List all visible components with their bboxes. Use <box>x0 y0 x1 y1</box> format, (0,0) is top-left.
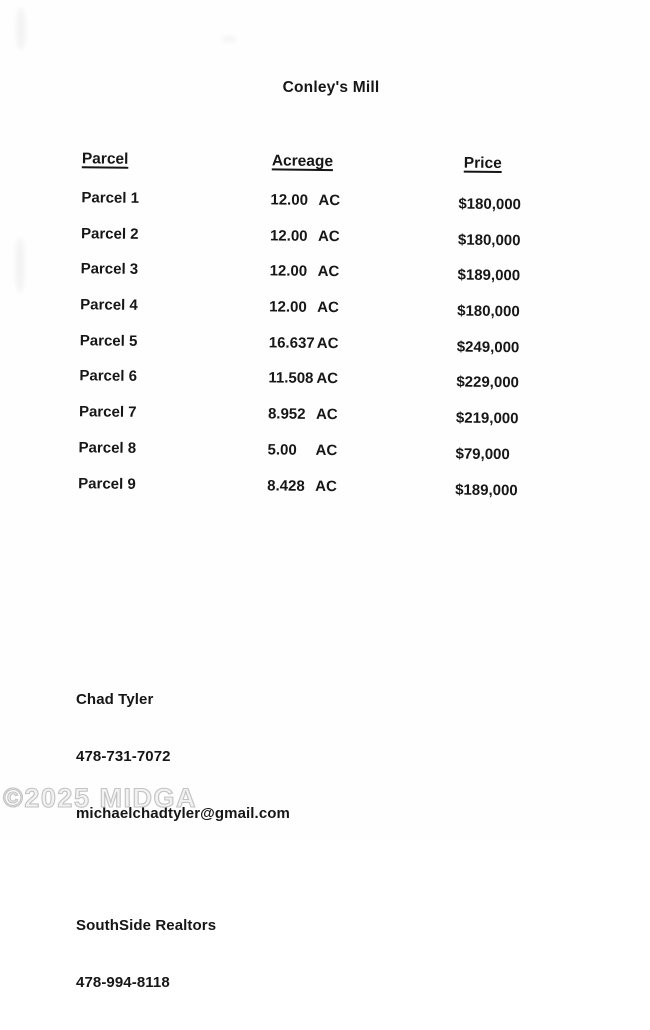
acreage-unit: AC <box>316 334 339 352</box>
parcel-cell: Parcel 3 <box>80 260 139 279</box>
parcel-cell: Parcel 4 <box>80 296 138 314</box>
price-cell: $229,000 <box>456 373 520 392</box>
contact-block <box>76 652 290 1030</box>
parcel-listing-table <box>0 147 650 517</box>
agent-email: michaelchadtyler@gmail.com <box>76 805 290 822</box>
acreage-unit: AC <box>315 441 338 459</box>
parcel-cell: Parcel 1 <box>81 189 140 207</box>
price-cell: $189,000 <box>457 266 521 285</box>
column-header-acreage: Acreage <box>271 152 334 171</box>
scan-smudge <box>222 36 236 42</box>
agent-name: Chad Tyler <box>76 691 154 708</box>
price-cell: $180,000 <box>458 195 522 214</box>
acreage-unit: AC <box>316 370 339 388</box>
acreage-cell <box>268 334 339 352</box>
acreage-value: 12.00 <box>270 191 309 209</box>
agent-phone: 478-731-7072 <box>76 748 171 765</box>
table-body <box>0 188 649 517</box>
price-cell: $79,000 <box>455 445 510 463</box>
acreage-value: 12.00 <box>269 262 308 281</box>
acreage-cell <box>267 405 338 424</box>
acreage-cell <box>269 298 339 317</box>
parcel-cell: Parcel 6 <box>79 367 138 386</box>
acreage-unit: AC <box>317 298 339 317</box>
column-header-parcel: Parcel <box>81 150 129 168</box>
acreage-unit: AC <box>315 406 338 424</box>
acreage-cell <box>269 227 340 245</box>
parcel-cell: Parcel 5 <box>79 331 138 350</box>
acreage-unit: AC <box>317 227 340 245</box>
price-cell: $180,000 <box>457 302 520 321</box>
price-cell: $180,000 <box>457 231 521 249</box>
parcel-cell: Parcel 8 <box>78 439 137 457</box>
acreage-unit: AC <box>317 263 340 281</box>
acreage-cell <box>267 441 338 459</box>
acreage-value: 12.00 <box>269 227 308 245</box>
acreage-value: 16.637 <box>268 334 315 352</box>
acreage-value: 12.00 <box>269 298 307 316</box>
scan-smudge <box>16 8 26 50</box>
table-row <box>0 474 646 517</box>
acreage-cell <box>268 369 339 388</box>
price-cell: $219,000 <box>455 409 519 428</box>
copyright-watermark: ©2025 MIDGA <box>3 783 197 813</box>
parcel-cell: Parcel 9 <box>78 474 136 493</box>
company-contact <box>76 878 290 1030</box>
acreage-value: 8.428 <box>267 476 305 495</box>
company-phone: 478-994-8118 <box>76 974 170 991</box>
acreage-unit: AC <box>315 477 337 495</box>
price-cell: $249,000 <box>456 338 520 356</box>
acreage-unit: AC <box>318 191 341 210</box>
acreage-value: 5.00 <box>267 441 297 459</box>
acreage-cell <box>267 476 337 495</box>
acreage-cell <box>269 262 340 281</box>
company-name: SouthSide Realtors <box>76 917 217 934</box>
parcel-cell: Parcel 7 <box>78 403 137 422</box>
acreage-value: 8.952 <box>267 405 306 423</box>
agent-contact <box>76 652 290 861</box>
acreage-cell <box>270 191 341 210</box>
parcel-cell: Parcel 2 <box>80 224 139 243</box>
acreage-value: 11.508 <box>268 369 314 388</box>
column-header-price: Price <box>463 154 502 173</box>
price-cell: $189,000 <box>455 481 518 499</box>
document-title: Conley's Mill <box>282 79 380 96</box>
